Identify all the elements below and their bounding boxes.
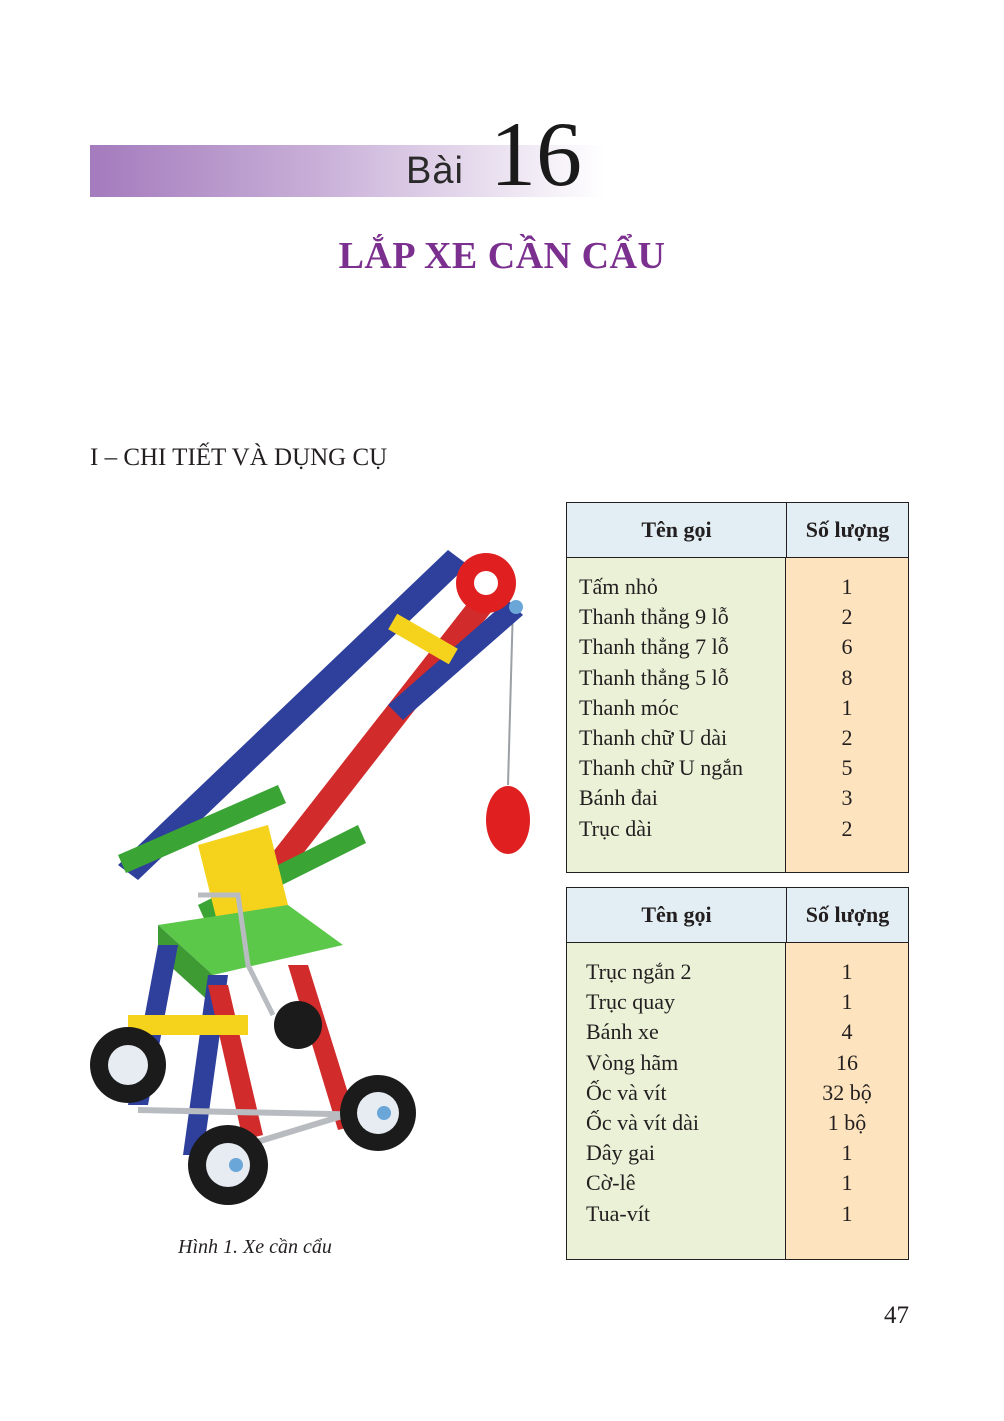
table-cell-name: Tấm nhỏ <box>579 574 658 599</box>
table-cell-quantity: 8 <box>841 664 853 690</box>
table-cell-quantity: 1 <box>841 574 853 599</box>
table-cell-quantity: 4 <box>841 1019 853 1045</box>
page-number: 47 <box>884 1302 909 1329</box>
quantity-column <box>786 558 908 872</box>
table-cell-name: Thanh thẳng 7 lỗ <box>579 634 729 660</box>
table-cell-name: Bánh đai <box>579 785 658 811</box>
lesson-number: 16 <box>490 103 582 205</box>
table-cell-name: Bánh xe <box>586 1019 659 1045</box>
table-cell-name: Trục ngắn 2 <box>586 959 692 984</box>
table-cell-quantity: 1 <box>841 959 853 984</box>
table-cell-quantity: 2 <box>841 815 853 841</box>
table-cell-name: Thanh chữ U dài <box>579 724 728 750</box>
table-cell-name: Thanh móc <box>579 694 679 720</box>
column-header-quantity: Số lượng <box>805 517 890 542</box>
table-cell-name: Trục quay <box>586 989 676 1015</box>
table-cell-name: Trục dài <box>579 815 653 841</box>
table-cell-quantity: 1 <box>841 1140 853 1166</box>
crane-model-figure <box>88 545 538 1210</box>
page-title: LẮP XE CẦN CẨU <box>338 235 666 277</box>
figure-caption: Hình 1. Xe cần cẩu <box>178 1236 332 1258</box>
table-cell-name: Thanh thẳng 9 lỗ <box>579 604 729 630</box>
parts-table-2 <box>566 887 909 1260</box>
table-cell-quantity: 1 bộ <box>827 1109 867 1135</box>
table-cell-quantity: 2 <box>841 724 853 750</box>
crane-model-illustration <box>88 545 538 1210</box>
table-cell-quantity: 2 <box>841 604 853 630</box>
table-cell-name: Ốc và vít <box>586 1079 667 1105</box>
column-header-name: Tên gọi <box>567 888 787 942</box>
table-cell-quantity: 32 bộ <box>822 1079 872 1105</box>
table-cell-quantity: 1 <box>841 1170 853 1196</box>
table-cell-name: Thanh thẳng 5 lỗ <box>579 664 729 690</box>
table-cell-quantity: 1 <box>841 694 853 720</box>
table-cell-name: Cờ-lê <box>586 1170 636 1196</box>
table-cell-name: Dây gai <box>586 1140 656 1166</box>
table-body <box>567 943 908 1259</box>
column-header-name: Tên gọi <box>567 503 787 557</box>
table-body <box>567 558 908 872</box>
table-cell-name: Ốc và vít dài <box>586 1109 700 1135</box>
table-cell-name: Vòng hãm <box>586 1049 679 1075</box>
name-column <box>567 558 786 872</box>
table-cell-quantity: 1 <box>841 989 853 1015</box>
table-cell-quantity: 3 <box>841 785 853 811</box>
table-cell-quantity: 6 <box>841 634 853 660</box>
table-cell-name: Thanh chữ U ngắn <box>579 755 744 781</box>
parts-table-1 <box>566 502 909 873</box>
column-header-quantity: Số lượng <box>805 902 890 927</box>
lesson-word: Bài <box>406 150 464 192</box>
table-cell-name: Tua-vít <box>586 1200 650 1226</box>
table-header <box>567 888 908 943</box>
name-column <box>567 943 786 1259</box>
table-header <box>567 503 908 558</box>
section-heading: I – CHI TIẾT VÀ DỤNG CỤ <box>90 444 388 471</box>
table-cell-quantity: 16 <box>836 1049 858 1075</box>
table-cell-quantity: 1 <box>841 1200 853 1226</box>
table-cell-quantity: 5 <box>841 755 853 781</box>
quantity-column <box>786 943 908 1259</box>
